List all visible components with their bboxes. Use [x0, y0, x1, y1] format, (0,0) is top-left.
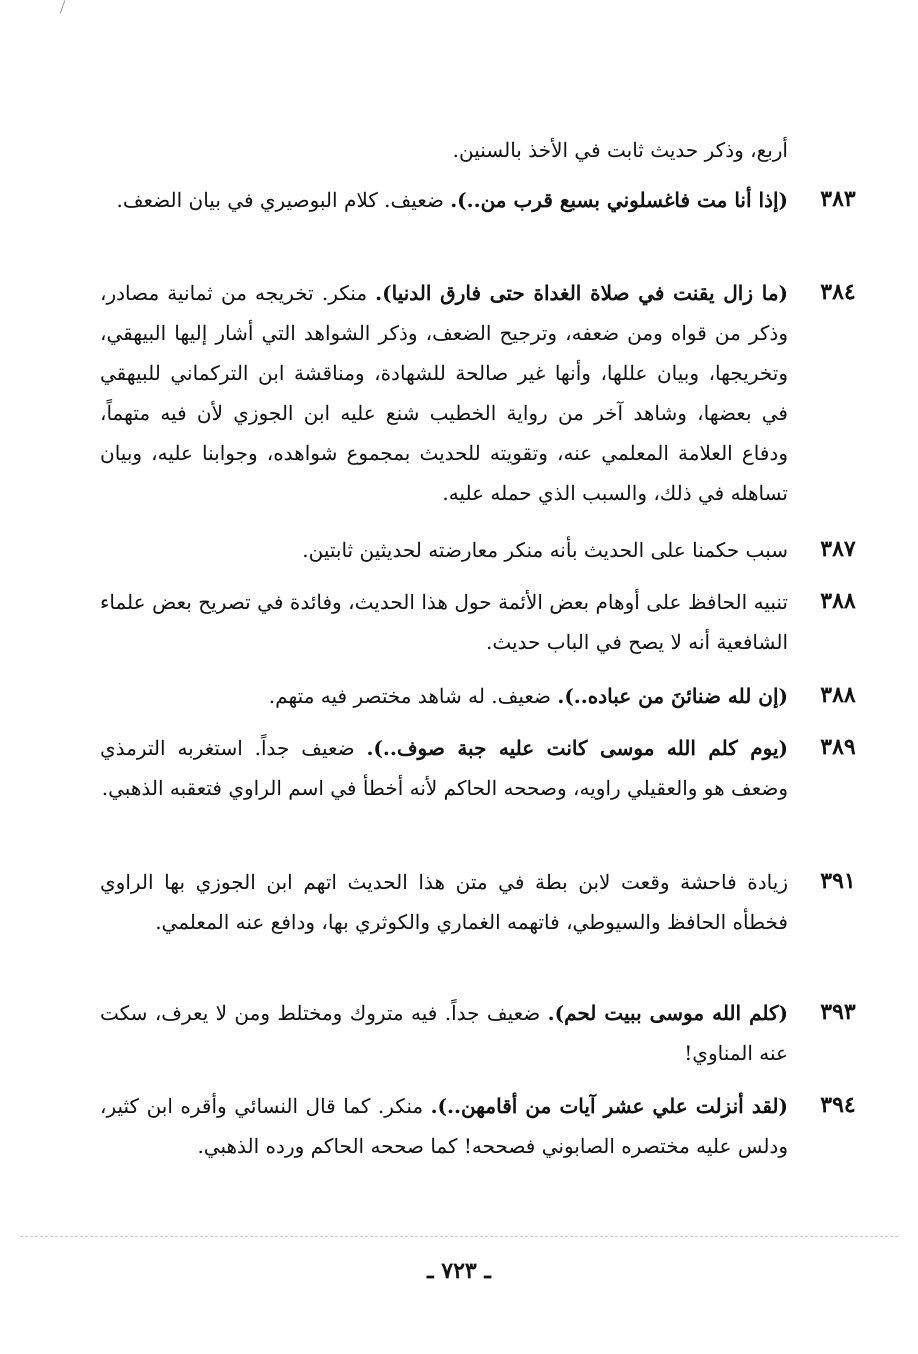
entry-text [100, 993, 788, 1073]
hadith-quote: (إذا أنا مت فاغسلوني بسبع قرب من..). [450, 188, 788, 212]
continuation-text: أربع، وذكر حديث ثابت في الأخذ بالسنين. [452, 138, 788, 162]
entry-comment: سبب حكمنا على الحديث بأنه منكر معارضته لحديثين ثابتين. [302, 538, 788, 562]
entry-text [100, 273, 788, 513]
entry-number: ٣٩١ [820, 868, 856, 894]
entry-number: ٣٨٨ [820, 588, 856, 614]
hadith-quote: (كلم الله موسى ببيت لحم). [547, 1001, 788, 1025]
entry-number: ٣٨٨ [820, 682, 856, 708]
page-divider [20, 1236, 898, 1237]
entry-text [100, 582, 788, 662]
entry-comment: زيادة فاحشة وقعت لابن بطة في متن هذا الحديث اتهم ابن الجوزي بها الراوي فخطأه الحافظ والسيوطي، فاتهمه الغماري والكوثري بها، ودافع عنه المعلمي. [100, 870, 788, 934]
entry-number: ٣٨٣ [820, 186, 856, 212]
entry-384 [100, 273, 888, 513]
entry-comment: ضعيف جداً. فيه متروك ومختلط ومن لا يعرف، سكت عنه المناوي! [100, 1001, 788, 1065]
entry-comment: ضعيف. كلام البوصيري في بيان الضعف. [116, 188, 451, 212]
entry-comment: منكر. كما قال النسائي وأقره ابن كثير، ودلس عليه مختصره الصابوني فصححه! كما صححه الحاكم ورده الذهبي. [100, 1094, 788, 1158]
entry-text [100, 530, 788, 570]
hadith-quote: (لقد أنزلت علي عشر آيات من أقامهن..). [430, 1094, 788, 1118]
entry-number: ٣٩٣ [820, 999, 856, 1025]
entry-383 [100, 180, 888, 220]
entry-comment: ضعيف جداً. استغربه الترمذي وضعف هو والعقيلي راويه، وصححه الحاكم لأنه أخطأ في اسم الراوي فتعقبه الذهبي. [100, 736, 788, 800]
entry-387 [100, 530, 888, 570]
entry-comment: منكر. تخريجه من ثمانية مصادر، وذكر من قواه ومن ضعفه، وترجيح الضعف، وذكر الشواهد التي أشار إليها البيهقي، وتخريجها، وبيان عللها، وأنها غير صالحة للشهادة، ومناقشة ابن التركماني للبيهقي في بعضها، وشاهد آخر من رواية الخطيب شنع عليه ابن الجوزي لأن فيه متهماً، ودفاع العلامة المعلمي عنه، وتقويته للحديث بمجموع شواهده، وجوابنا عليه، وبيان تساهله في ذلك، والسبب الذي حمله عليه. [100, 281, 788, 505]
entry-text [100, 1086, 788, 1166]
entry-number: ٣٩٤ [820, 1092, 856, 1118]
entry-number: ٣٨٤ [820, 279, 856, 305]
entry-text [100, 676, 788, 716]
entry-number: ٣٨٩ [820, 734, 856, 760]
entry-text [100, 728, 788, 808]
entry-text [100, 180, 788, 220]
hadith-quote: (يوم كلم الله موسى كانت عليه جبة صوف..). [366, 736, 788, 760]
entry-comment: ضعيف. له شاهد مختصر فيه متهم. [268, 684, 558, 708]
hadith-quote: (ما زال يقنت في صلاة الغداة حتى فارق الدنيا). [375, 281, 788, 305]
entry-comment: تنبيه الحافظ على أوهام بعض الأئمة حول هذا الحديث، وفائدة في تصريح بعض علماء الشافعية أنه لا يصح في الباب حديث. [100, 590, 788, 654]
entry-394 [100, 1086, 888, 1166]
entry-text [100, 862, 788, 942]
continuation-line [100, 130, 788, 170]
entry-389 [100, 728, 888, 808]
entry-393 [100, 993, 888, 1073]
entry-number: ٣٨٧ [820, 536, 856, 562]
page-number: ـ ٧٢٣ ـ [427, 1258, 491, 1284]
entry-388b [100, 676, 888, 716]
scan-mark [60, 0, 66, 13]
hadith-quote: (إن لله ضنائنَ من عباده..). [557, 684, 788, 708]
entry-391 [100, 862, 888, 942]
entry-388a [100, 582, 888, 662]
